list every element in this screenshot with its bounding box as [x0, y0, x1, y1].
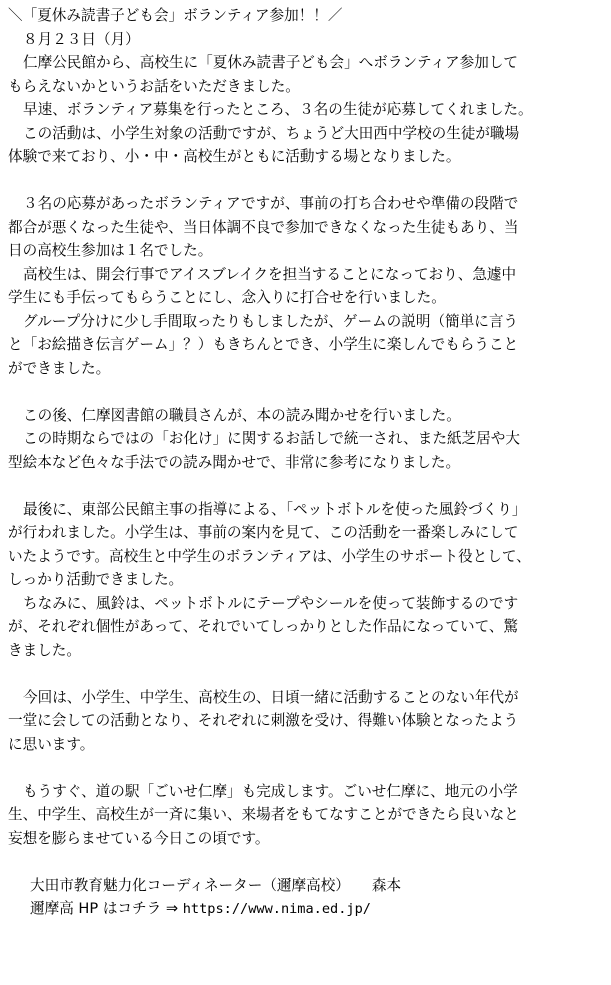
- paragraph-line: この活動は、小学生対象の活動ですが、ちょうど大田西中学校の生徒が職場: [23, 124, 520, 142]
- paragraph-line: きました。: [8, 641, 81, 659]
- paragraph-line: もうすぐ、道の駅「ごいせ仁摩」も完成します。ごいせ仁摩に、地元の小学: [23, 782, 518, 800]
- arrow-icon: ⇒: [165, 900, 179, 917]
- paragraph-line: 早速、ボランティア募集を行ったところ、３名の生徒が応募してくれました。: [23, 101, 533, 118]
- paragraph-line: が行われました。小学生は、事前の案内を見て、この活動を一番楽しみにして: [8, 524, 519, 541]
- paragraph-line: もらえないかというお話をいただきました。: [8, 77, 300, 95]
- paragraph-line: 高校生は、開会行事でアイスブレイクを担当することになっており、急遽中: [23, 265, 517, 283]
- homepage-link-line: [8, 897, 608, 921]
- homepage-link[interactable]: https://www.nima.ed.jp/: [182, 901, 371, 917]
- signature: [8, 874, 608, 898]
- paragraph-line: 型絵本など色々な手法での読み聞かせで、非常に参考になりました。: [8, 453, 461, 471]
- document: [8, 4, 608, 921]
- paragraph-line: 一堂に会しての活動となり、それぞれに刺激を受け、得難い体験となったよう: [8, 712, 519, 729]
- blank-line: [8, 169, 608, 193]
- signature-org: 大田市教育魅力化コーディネーター（邇摩高校）: [30, 876, 350, 894]
- paragraph-line: 最後に、東部公民館主事の指導による、「ペットボトルを使った風鈴づくり」: [23, 500, 527, 518]
- paragraph-line: 生、中学生、高校生が一斉に集い、来場者をもてなすことができたら良いなと: [8, 806, 519, 823]
- blank-line: [8, 662, 608, 686]
- paragraph-line: に思います。: [8, 735, 95, 753]
- signature-name: 森本: [371, 876, 402, 894]
- paragraph-line: 仁摩公民館から、高校生に「夏休み読書子ども会」へボランティア参加して: [23, 54, 519, 71]
- blank-line: [8, 850, 608, 874]
- paragraph-line: と「お絵描き伝言ゲーム」？）もきちんとでき、小学生に楽しんでもらうこと: [8, 336, 519, 353]
- paragraph-line: 今回は、小学生、中学生、高校生の、日頃一緒に活動することのない年代が: [23, 688, 519, 706]
- blank-line: [8, 380, 608, 404]
- paragraph-line: 学生にも手伝ってもらうことにし、念入りに打合せを行いました。: [8, 289, 446, 306]
- paragraph-line: しっかり活動できました。: [8, 571, 184, 588]
- paragraph-line: ができました。: [8, 359, 111, 377]
- paragraph-line: ちなみに、風鈴は、ペットボトルにテープやシールを使って装飾するのです: [23, 594, 519, 612]
- document-title: ＼「夏休み読書子ども会」ボランティア参加！！／: [8, 7, 343, 24]
- paragraph-line: 妄想を膨らませている今日この頃です。: [8, 829, 270, 847]
- paragraph-line: 体験で来ており、小・中・高校生がともに活動する場となりました。: [8, 148, 461, 165]
- blank-line: [8, 756, 608, 780]
- paragraph-line: 日の高校生参加は１名でした。: [8, 242, 213, 259]
- paragraph-line: グループ分けに少し手間取ったりもしましたが、ゲームの説明（簡単に言う: [23, 312, 519, 330]
- document-date: ８月２３日（月）: [23, 30, 140, 48]
- paragraph-line: この時期ならではの「お化け」に関するお話しで統一され、また紙芝居や大: [23, 430, 520, 447]
- paragraph-line: が、それぞれ個性があって、それでいてしっかりとした作品になっていて、驚: [8, 618, 519, 635]
- blank-line: [8, 474, 608, 498]
- paragraph-line: 都合が悪くなった生徒や、当日体調不良で参加できなくなった生徒もあり、当: [8, 218, 519, 236]
- homepage-link-label: 邇摩高 HP はコチラ: [30, 900, 162, 917]
- paragraph-line: いたようです。高校生と中学生のボランティアは、小学生のサポート役として、: [8, 547, 531, 565]
- paragraph-line: この後、仁摩図書館の職員さんが、本の読み聞かせを行いました。: [23, 406, 461, 424]
- paragraph-line: ３名の応募があったボランティアですが、事前の打ち合わせや準備の段階で: [23, 195, 519, 212]
